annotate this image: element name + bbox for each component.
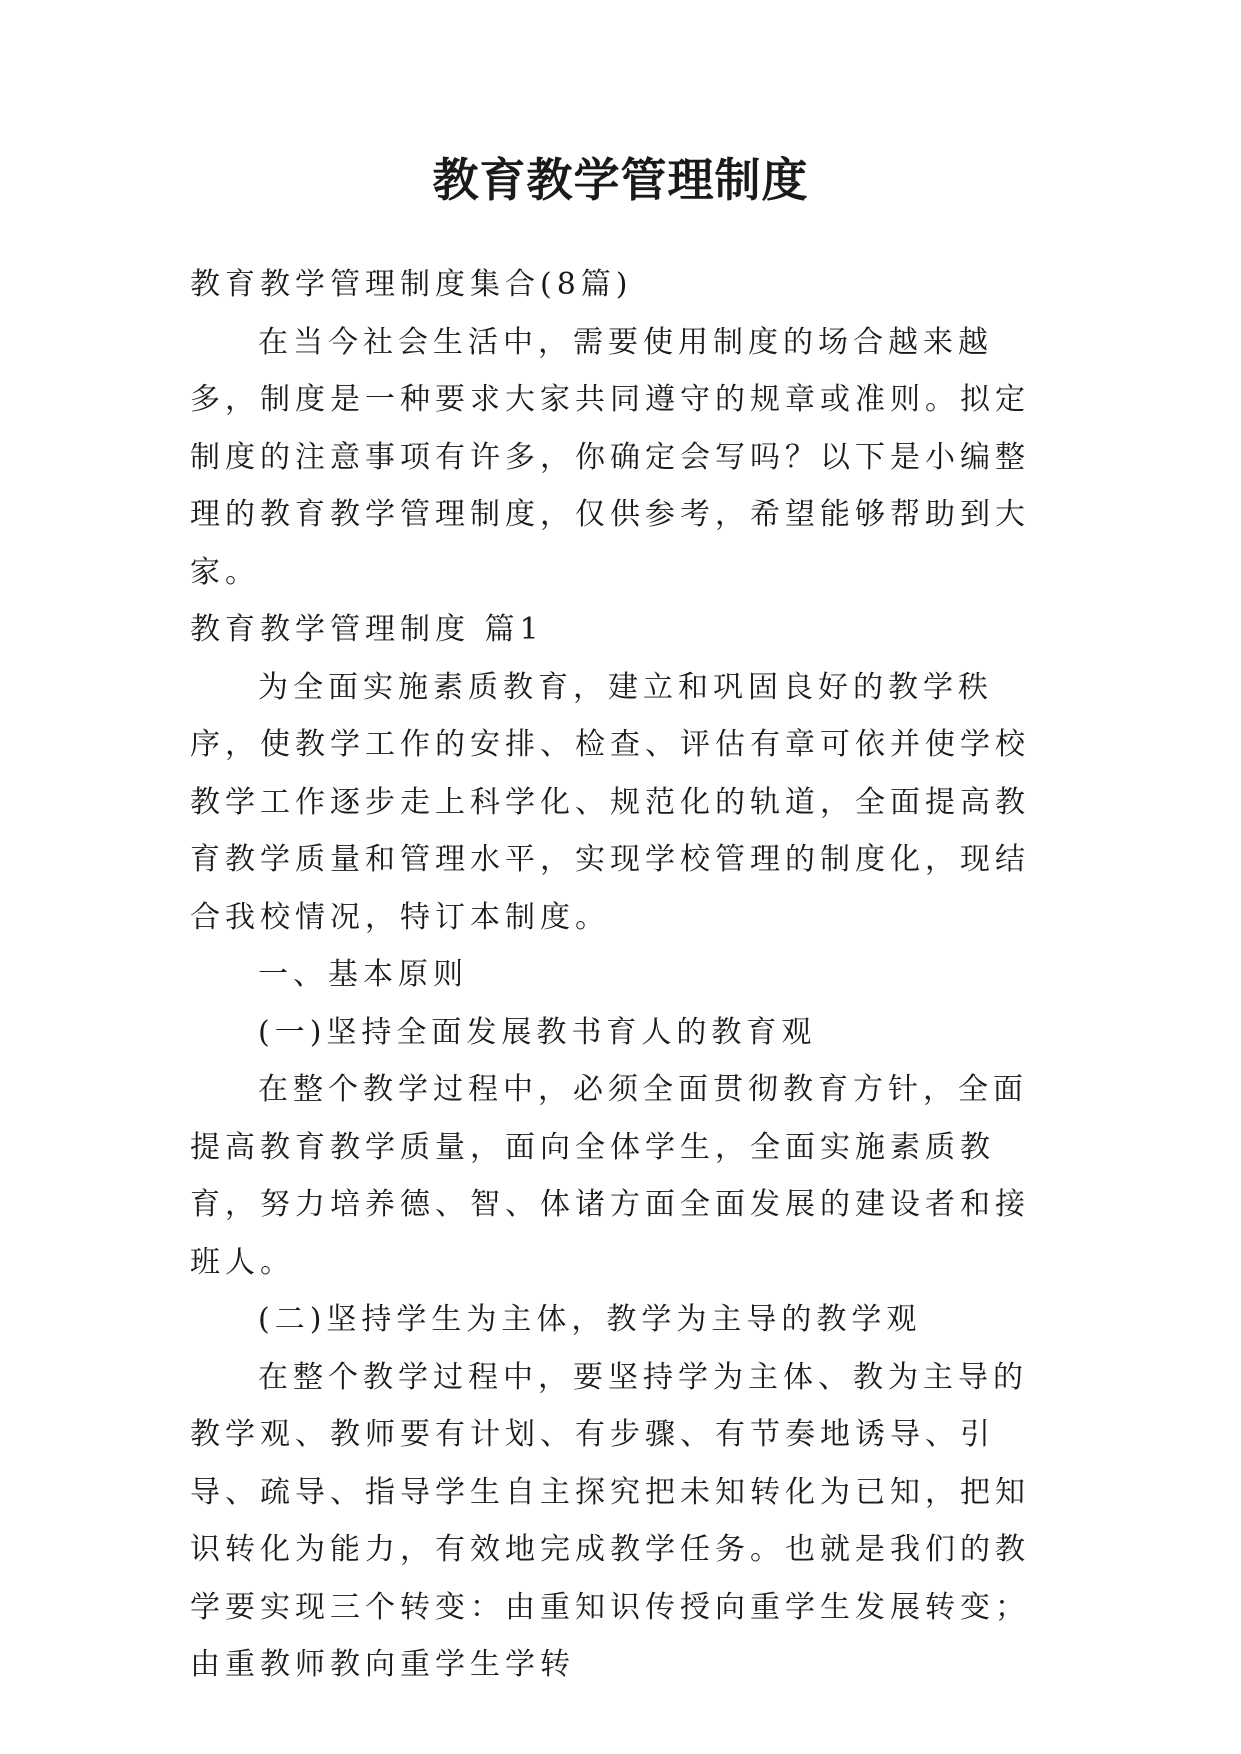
section-heading: 教育教学管理制度 篇1: [190, 612, 544, 647]
collection-subtitle: 教育教学管理制度集合(8篇): [190, 267, 633, 302]
principle-2-paragraph: 在整个教学过程中，要坚持学为主体、教为主导的教学观、教师要有计划、有步骤、有节奏地诱导、引导、疏导、指导学生自主探究把未知转化为已知，把知识转化为能力，有效地完成教学任务。也就是我们的教学要实现三个转变：由重知识传授向重学生发展转变；由重教师教向重学生学转: [190, 1359, 1030, 1682]
document-title: 教育教学管理制度: [432, 153, 809, 207]
principles-heading: 一、基本原则: [258, 957, 468, 992]
document-body: [190, 256, 1050, 1694]
principle-1-heading: (一)坚持全面发展教书育人的教育观: [258, 1014, 817, 1050]
section-intro-paragraph: 为全面实施素质教育，建立和巩固良好的教学秩序，使教学工作的安排、检查、评估有章可依并使学校教学工作逐步走上科学化、规范化的轨道，全面提高教育教学质量和管理水平，实现学校管理的制度化，现结合我校情况，特订本制度。: [190, 669, 1030, 935]
principle-1-paragraph: 在整个教学过程中，必须全面贯彻教育方针，全面提高教育教学质量，面向全体学生，全面实施素质教育，努力培养德、智、体诸方面全面发展的建设者和接班人。: [190, 1072, 1030, 1280]
principle-2-heading: (二)坚持学生为主体，教学为主导的教学观: [258, 1302, 922, 1337]
intro-paragraph: 在当今社会生活中，需要使用制度的场合越来越多，制度是一种要求大家共同遵守的规章或准则。拟定制度的注意事项有许多，你确定会写吗？以下是小编整理的教育教学管理制度，仅供参考，希望能够帮助到大家。: [190, 324, 1030, 590]
